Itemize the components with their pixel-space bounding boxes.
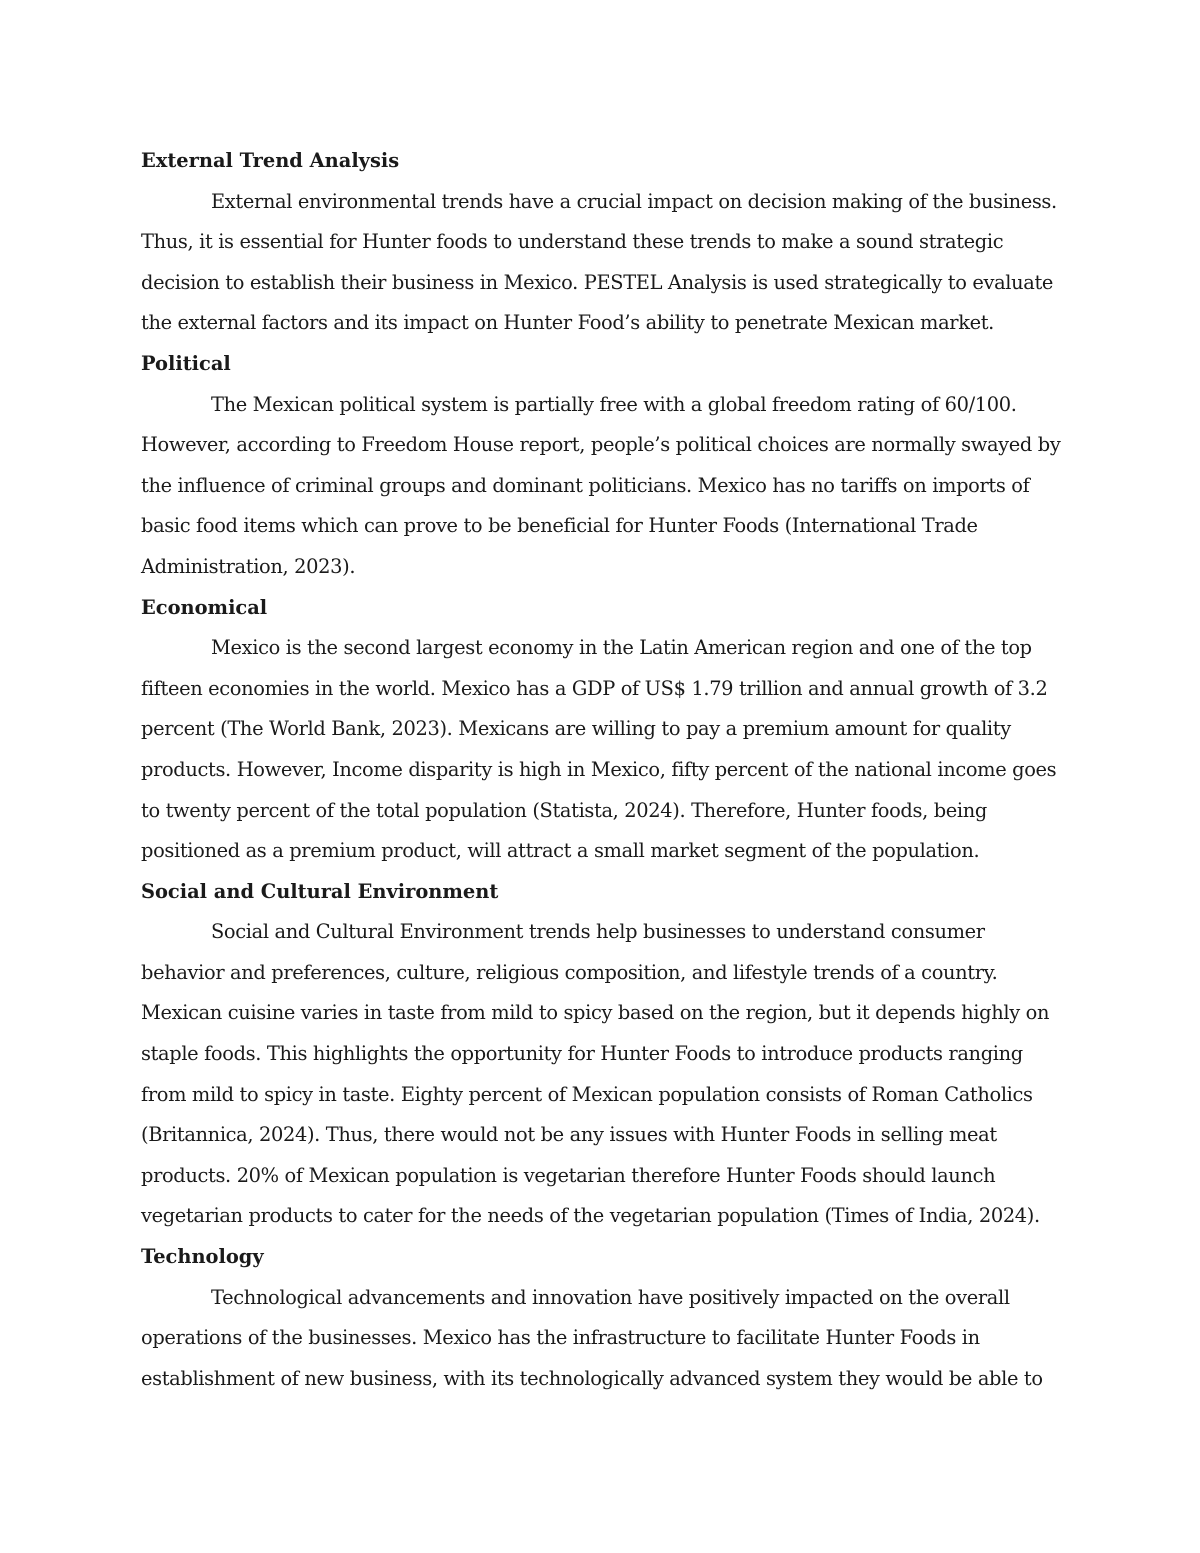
section-heading-social-cultural: Social and Cultural Environment: [141, 879, 499, 903]
section-heading-external-trend-analysis: External Trend Analysis: [141, 149, 400, 172]
section-heading-economical: Economical: [141, 595, 268, 619]
section-paragraph-external-trend-analysis: External environmental trends have a crucial impact on decision making of the business. Thus, it is essential for Hunter foods to understand these trends to make a sound strategic decision to establish their business in Mexico. PESTEL Analysis is used strategically to evaluate the external factors and its impact on Hunter Food’s ability to penetrate Mexican market.: [141, 189, 1057, 335]
section-paragraph-social-cultural: Social and Cultural Environment trends help businesses to understand consumer behavior and preferences, culture, religious composition, and lifestyle trends of a country. Mexican cuisine varies in taste from mild to spicy based on the region, but it depends highly on staple foods. This highlights the opportunity for Hunter Foods to introduce products ranging from mild to spicy in taste. Eighty percent of Mexican population consists of Roman Catholics (Britannica, 2024). Thus, there would not be any issues with Hunter Foods in selling meat products. 20% of Mexican population is vegetarian therefore Hunter Foods should launch vegetarian products to cater for the needs of the vegetarian population (Times of India, 2024).: [141, 920, 1050, 1228]
section-paragraph-technology: Technological advancements and innovation have positively impacted on the overall operations of the businesses. Mexico has the infrastructure to facilitate Hunter Foods in establishment of new business, with its technologically advanced system they would be able to: [141, 1285, 1043, 1390]
section-heading-technology: Technology: [141, 1245, 264, 1269]
section-paragraph-political: The Mexican political system is partially free with a global freedom rating of 60/100. However, according to Freedom House report, people’s political choices are normally swayed by the influence of criminal groups and dominant politicians. Mexico has no tariffs on imports of basic food items which can prove to be beneficial for Hunter Foods (International Trade Administration, 2023).: [141, 392, 1061, 578]
section-heading-political: Political: [141, 351, 231, 375]
section-paragraph-economical: Mexico is the second largest economy in the Latin American region and one of the top fifteen economies in the world. Mexico has a GDP of US$ 1.79 trillion and annual growth of 3.2 percent (The World Bank, 2023). Mexicans are willing to pay a premium amount for quality products. However, Income disparity is high in Mexico, fifty percent of the national income goes to twenty percent of the total population (Statista, 2024). Therefore, Hunter foods, being positioned as a premium product, will attract a small market segment of the population.: [141, 636, 1057, 863]
document-body: [141, 141, 1062, 1399]
